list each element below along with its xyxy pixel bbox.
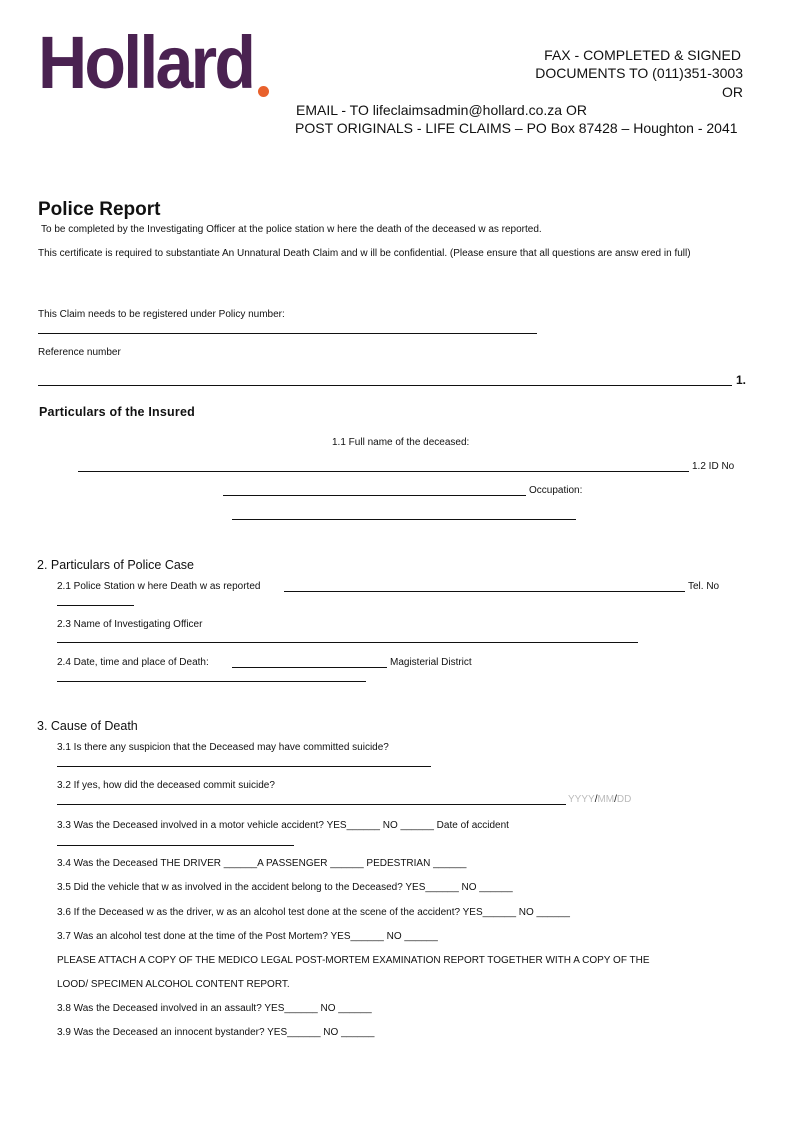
suicide-method-field[interactable] <box>57 804 566 805</box>
date-place-death-label: 2.4 Date, time and place of Death: <box>57 657 209 668</box>
occupation-field[interactable] <box>232 519 576 520</box>
date-sep-2: / <box>614 794 617 805</box>
suicide-suspicion-question: 3.1 Is there any suspicion that the Deceased may have committed suicide? <box>57 742 389 753</box>
hollard-logo: Hollard <box>38 21 254 104</box>
vehicle-ownership-question: 3.5 Did the vehicle that w as involved in the accident belong to the Deceased? YES______ NO ______ <box>57 882 513 893</box>
police-station-label: 2.1 Police Station w here Death w as reported <box>57 581 261 592</box>
logo-dot <box>258 86 269 97</box>
fax-line-2: DOCUMENTS TO (011)351-3003 <box>535 65 743 81</box>
suicide-method-question: 3.2 If yes, how did the deceased commit suicide? <box>57 780 275 791</box>
full-name-label: 1.1 Full name of the deceased: <box>332 437 470 448</box>
id-number-field[interactable] <box>223 495 526 496</box>
section-1-number: 1. <box>736 373 747 387</box>
assault-question: 3.8 Was the Deceased involved in an assault? YES______ NO ______ <box>57 1003 372 1014</box>
alcohol-test-postmortem-question: 3.7 Was an alcohol test done at the time of the Post Mortem? YES______ NO ______ <box>57 931 438 942</box>
motor-accident-question: 3.3 Was the Deceased involved in a motor vehicle accident? YES______ NO ______ Date of accident <box>57 820 509 831</box>
email-line: EMAIL - TO lifeclaimsadmin@hollard.co.za OR <box>296 102 587 118</box>
attach-instruction-line-1: PLEASE ATTACH A COPY OF THE MEDICO LEGAL POST-MORTEM EXAMINATION REPORT TOGETHER WITH A COPY OF THE <box>57 955 650 966</box>
full-name-field[interactable] <box>78 471 689 472</box>
date-yyyy: YYYY <box>568 794 595 805</box>
tel-no-label: Tel. No <box>688 581 720 592</box>
alcohol-test-scene-question: 3.6 If the Deceased w as the driver, w as an alcohol test done at the scene of the accident? YES______ NO ______ <box>57 907 570 918</box>
driver-passenger-question: 3.4 Was the Deceased THE DRIVER ______A PASSENGER ______ PEDESTRIAN ______ <box>57 858 467 869</box>
occupation-label: Occupation: <box>529 485 583 496</box>
reference-number-label: Reference number <box>38 347 121 358</box>
post-line: POST ORIGINALS - LIFE CLAIMS – PO Box 87428 – Houghton - 2041 <box>295 120 738 136</box>
police-station-field[interactable] <box>284 591 685 592</box>
magisterial-district-field[interactable] <box>57 681 366 682</box>
magisterial-district-label: Magisterial District <box>390 657 472 668</box>
date-place-death-field[interactable] <box>232 667 387 668</box>
investigating-officer-label: 2.3 Name of Investigating Officer <box>57 619 203 630</box>
investigating-officer-field[interactable] <box>57 642 638 643</box>
id-number-label: 1.2 ID No <box>692 461 735 472</box>
date-of-accident-field[interactable] <box>57 845 294 846</box>
policy-number-label: This Claim needs to be registered under Policy number: <box>38 309 285 320</box>
police-case-heading: 2. Particulars of Police Case <box>37 558 195 572</box>
insured-heading: Particulars of the Insured <box>39 405 195 419</box>
suicide-suspicion-field[interactable] <box>57 766 431 767</box>
cause-of-death-heading: 3. Cause of Death <box>37 719 138 733</box>
policy-number-field[interactable] <box>38 333 537 334</box>
bystander-question: 3.9 Was the Deceased an innocent bystander? YES______ NO ______ <box>57 1027 375 1038</box>
intro-line-2: This certificate is required to substantiate An Unnatural Death Claim and w ill be confidential. (Please ensure that all questions are answ ered in full) <box>38 248 691 259</box>
date-mm: MM <box>597 794 615 805</box>
attach-instruction-line-2: LOOD/ SPECIMEN ALCOHOL CONTENT REPORT. <box>57 979 290 990</box>
reference-number-field[interactable] <box>38 385 732 386</box>
fax-line-1: FAX - COMPLETED & SIGNED <box>544 47 741 63</box>
intro-line-1: To be completed by the Investigating Officer at the police station w here the death of the deceased w as reported. <box>41 224 542 235</box>
fax-line-3: OR <box>722 84 743 100</box>
date-sep-1: / <box>594 794 598 805</box>
page-title: Police Report <box>38 199 161 220</box>
date-dd: DD <box>616 794 632 805</box>
tel-no-field[interactable] <box>57 605 134 606</box>
date-placeholder[interactable] <box>568 794 631 805</box>
